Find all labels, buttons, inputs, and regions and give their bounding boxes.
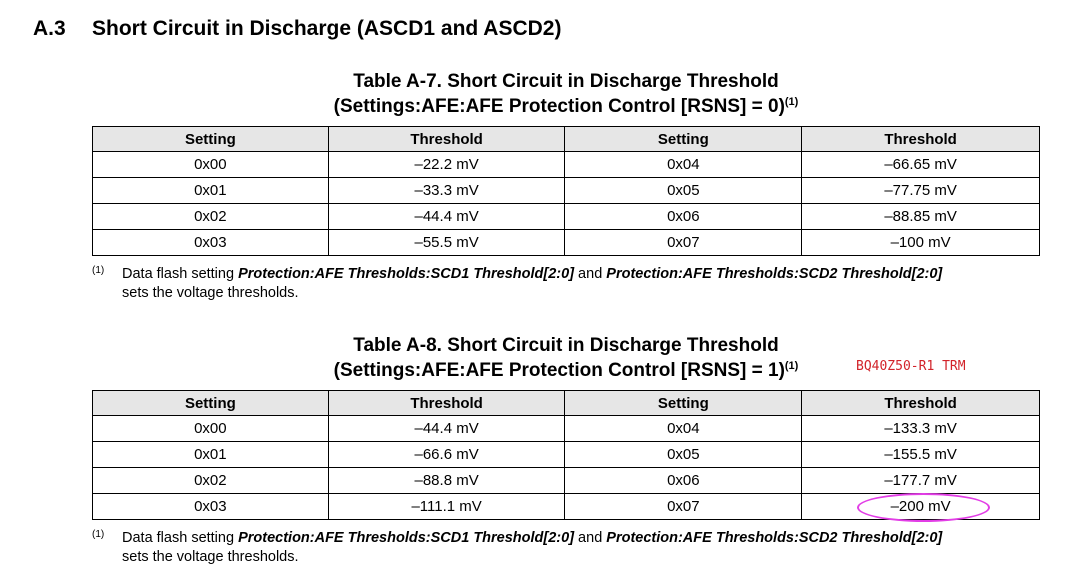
header-threshold: Threshold — [328, 391, 565, 416]
cell-threshold: –111.1 mV — [328, 494, 565, 520]
table-header-row — [93, 391, 1040, 416]
cell-setting: 0x07 — [565, 494, 802, 520]
footnote-param-scd2: Protection:AFE Thresholds:SCD2 Threshold[2:0] — [606, 266, 943, 282]
cell-setting: 0x02 — [93, 204, 329, 230]
footnote-text: Data flash setting Protection:AFE Thresholds:SCD1 Threshold[2:0] and Protection:AFE Thresholds:SCD2 Threshold[2:0] sets the voltage thresholds. — [122, 530, 943, 565]
section-heading — [33, 17, 561, 41]
cell-threshold: –55.5 mV — [328, 230, 565, 256]
table-a8-caption-line1: Table A-8. Short Circuit in Discharge Threshold — [353, 335, 779, 356]
cell-setting: 0x05 — [565, 442, 802, 468]
cell-threshold: –155.5 mV — [802, 442, 1040, 468]
handwritten-annotation: BQ40Z50-R1 TRM — [856, 359, 966, 374]
cell-threshold: –44.4 mV — [328, 416, 565, 442]
cell-setting: 0x03 — [93, 230, 329, 256]
header-setting: Setting — [565, 391, 802, 416]
caption-footnote-ref: (1) — [784, 360, 799, 372]
caption-footnote-ref: (1) — [784, 96, 799, 108]
table-a7-caption — [92, 72, 1040, 117]
footnote-mark: (1) — [92, 265, 105, 276]
table-header-row — [93, 127, 1040, 152]
table-a7-footnote — [92, 265, 1052, 303]
section-number: A.3 — [33, 17, 66, 40]
footnote-mark: (1) — [92, 529, 105, 540]
cell-threshold: –66.6 mV — [328, 442, 565, 468]
cell-threshold: –22.2 mV — [328, 152, 565, 178]
header-threshold: Threshold — [328, 127, 565, 152]
header-threshold: Threshold — [802, 391, 1040, 416]
section-title: Short Circuit in Discharge (ASCD1 and ASCD2) — [92, 17, 562, 40]
cell-threshold: –66.65 mV — [802, 152, 1040, 178]
footnote-param-scd1: Protection:AFE Thresholds:SCD1 Threshold[2:0] — [238, 266, 575, 282]
table-a7-caption-line1: Table A-7. Short Circuit in Discharge Threshold — [353, 71, 779, 92]
table-row — [93, 230, 1040, 256]
cell-setting: 0x04 — [565, 416, 802, 442]
cell-setting: 0x01 — [93, 442, 329, 468]
table-row — [93, 178, 1040, 204]
header-setting: Setting — [565, 127, 802, 152]
cell-threshold: –77.75 mV — [802, 178, 1040, 204]
cell-setting: 0x07 — [565, 230, 802, 256]
cell-setting: 0x02 — [93, 468, 329, 494]
table-row — [93, 442, 1040, 468]
table-row — [93, 152, 1040, 178]
footnote-text: Data flash setting Protection:AFE Thresholds:SCD1 Threshold[2:0] and Protection:AFE Thresholds:SCD2 Threshold[2:0] sets the voltage thresholds. — [122, 266, 943, 301]
header-setting: Setting — [93, 127, 329, 152]
cell-setting: 0x01 — [93, 178, 329, 204]
table-a8 — [92, 390, 1040, 520]
header-threshold: Threshold — [802, 127, 1040, 152]
table-row — [93, 204, 1040, 230]
cell-setting: 0x06 — [565, 468, 802, 494]
header-setting: Setting — [93, 391, 329, 416]
table-row — [93, 416, 1040, 442]
table-a8-footnote — [92, 529, 1052, 567]
table-a8-caption-line2: (Settings:AFE:AFE Protection Control [RSNS] = 1)$^{(1)}$ — [333, 360, 799, 381]
table-row — [93, 494, 1040, 520]
cell-threshold: –88.85 mV — [802, 204, 1040, 230]
cell-setting: 0x00 — [93, 152, 329, 178]
cell-setting: 0x03 — [93, 494, 329, 520]
cell-setting: 0x05 — [565, 178, 802, 204]
cell-threshold: –44.4 mV — [328, 204, 565, 230]
cell-setting: 0x00 — [93, 416, 329, 442]
footnote-param-scd2: Protection:AFE Thresholds:SCD2 Threshold[2:0] — [606, 530, 943, 546]
table-row — [93, 468, 1040, 494]
cell-threshold: –33.3 mV — [328, 178, 565, 204]
table-a7-caption-line2: (Settings:AFE:AFE Protection Control [RSNS] = 0)$^{(1)}$ — [333, 96, 799, 117]
cell-setting: 0x06 — [565, 204, 802, 230]
table-a7 — [92, 126, 1040, 256]
cell-threshold-highlighted: –200 mV — [802, 494, 1040, 520]
footnote-param-scd1: Protection:AFE Thresholds:SCD1 Threshold[2:0] — [238, 530, 575, 546]
cell-threshold: –88.8 mV — [328, 468, 565, 494]
cell-threshold: –100 mV — [802, 230, 1040, 256]
cell-threshold: –133.3 mV — [802, 416, 1040, 442]
cell-threshold: –177.7 mV — [802, 468, 1040, 494]
cell-setting: 0x04 — [565, 152, 802, 178]
